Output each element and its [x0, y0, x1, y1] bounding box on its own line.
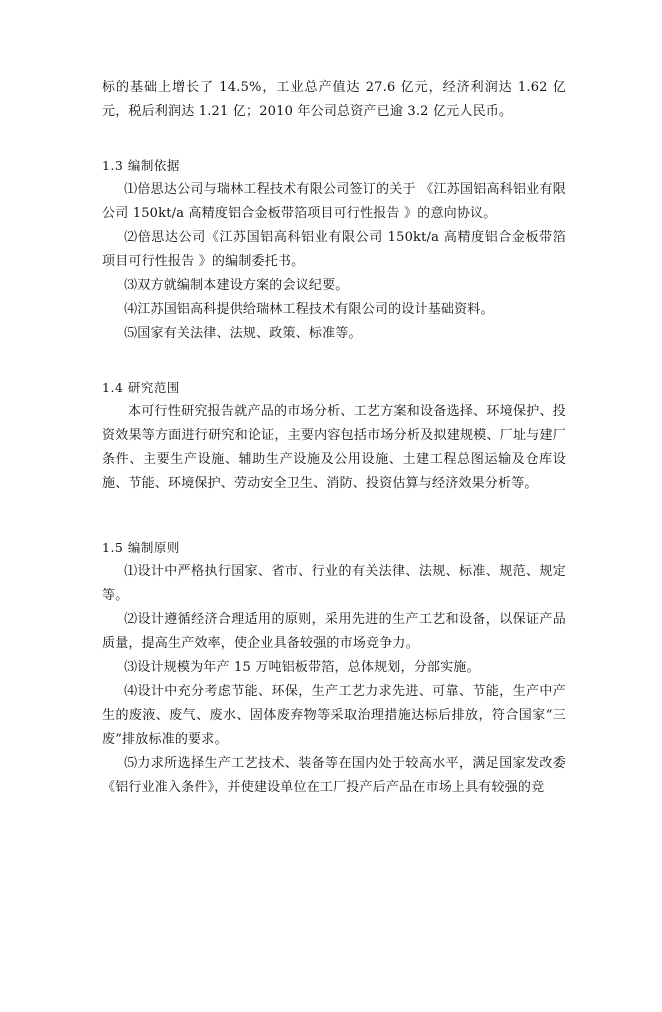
- list-item: ⑷设计中充分考虑节能、环保，生产工艺力求先进、可靠、节能，生产中产生的废液、废气、废水、固体废弃物等采取治理措施达标后排放，符合国家“三废”排放标准的要求。: [102, 684, 566, 747]
- section-heading-1-3: 1.3 编制依据: [102, 158, 180, 173]
- list-item: ⑶双方就编制本建设方案的会议纪要。: [124, 278, 349, 293]
- list-item: ⑶设计规模为年产 15 万吨铝板带箔，总体规划，分部实施。: [124, 660, 480, 675]
- list-item: ⑵倍思达公司《江苏国铝高科铝业有限公司 150kt/a 高精度铝合金板带箔项目可行性报告 》的编制委托书。: [102, 230, 566, 269]
- document-page: [0, 76, 662, 1012]
- list-item: ⑸力求所选择生产工艺技术、装备等在国内处于较高水平，满足国家发改委《铝行业准入条件》，并使建设单位在工厂投产后产品在市场上具有较强的竞: [102, 756, 566, 795]
- list-item: ⑸国家有关法律、法规、政策、标准等。: [124, 326, 362, 341]
- section-heading-1-5: 1.5 编制原则: [102, 540, 180, 555]
- list-item: ⑵设计遵循经济合理适用的原则，采用先进的生产工艺和设备，以保证产品质量，提高生产效率，使企业具备较强的市场竞争力。: [102, 612, 566, 651]
- section-heading-1-4: 1.4 研究范围: [102, 380, 180, 395]
- section-body-paragraph: 本可行性研究报告就产品的市场分析、工艺方案和设备选择、环境保护、投资效果等方面进行研究和论证，主要内容包括市场分析及拟建规模、厂址与建厂条件、主要生产设施、辅助生产设施及公用设施、土建工程总图运输及仓库设施、节能、环境保护、劳动安全卫生、消防、投资估算与经济效果分析等。: [102, 404, 566, 491]
- list-item: ⑴设计中严格执行国家、省市、行业的有关法律、法规、标准、规范、规定等。: [102, 564, 566, 603]
- intro-paragraph: 标的基础上增长了 14.5%，工业总产值达 27.6 亿元，经济利润达 1.62 亿元，税后利润达 1.21 亿；2010 年公司总资产已逾 3.2 亿元人民币。: [102, 80, 566, 119]
- list-item: ⑷江苏国铝高科提供给瑞林工程技术有限公司的设计基础资料。: [124, 302, 494, 317]
- list-item: ⑴倍思达公司与瑞林工程技术有限公司签订的关于 《江苏国铝高科铝业有限公司 150kt/a 高精度铝合金板带箔项目可行性报告 》的意向协议。: [102, 182, 566, 221]
